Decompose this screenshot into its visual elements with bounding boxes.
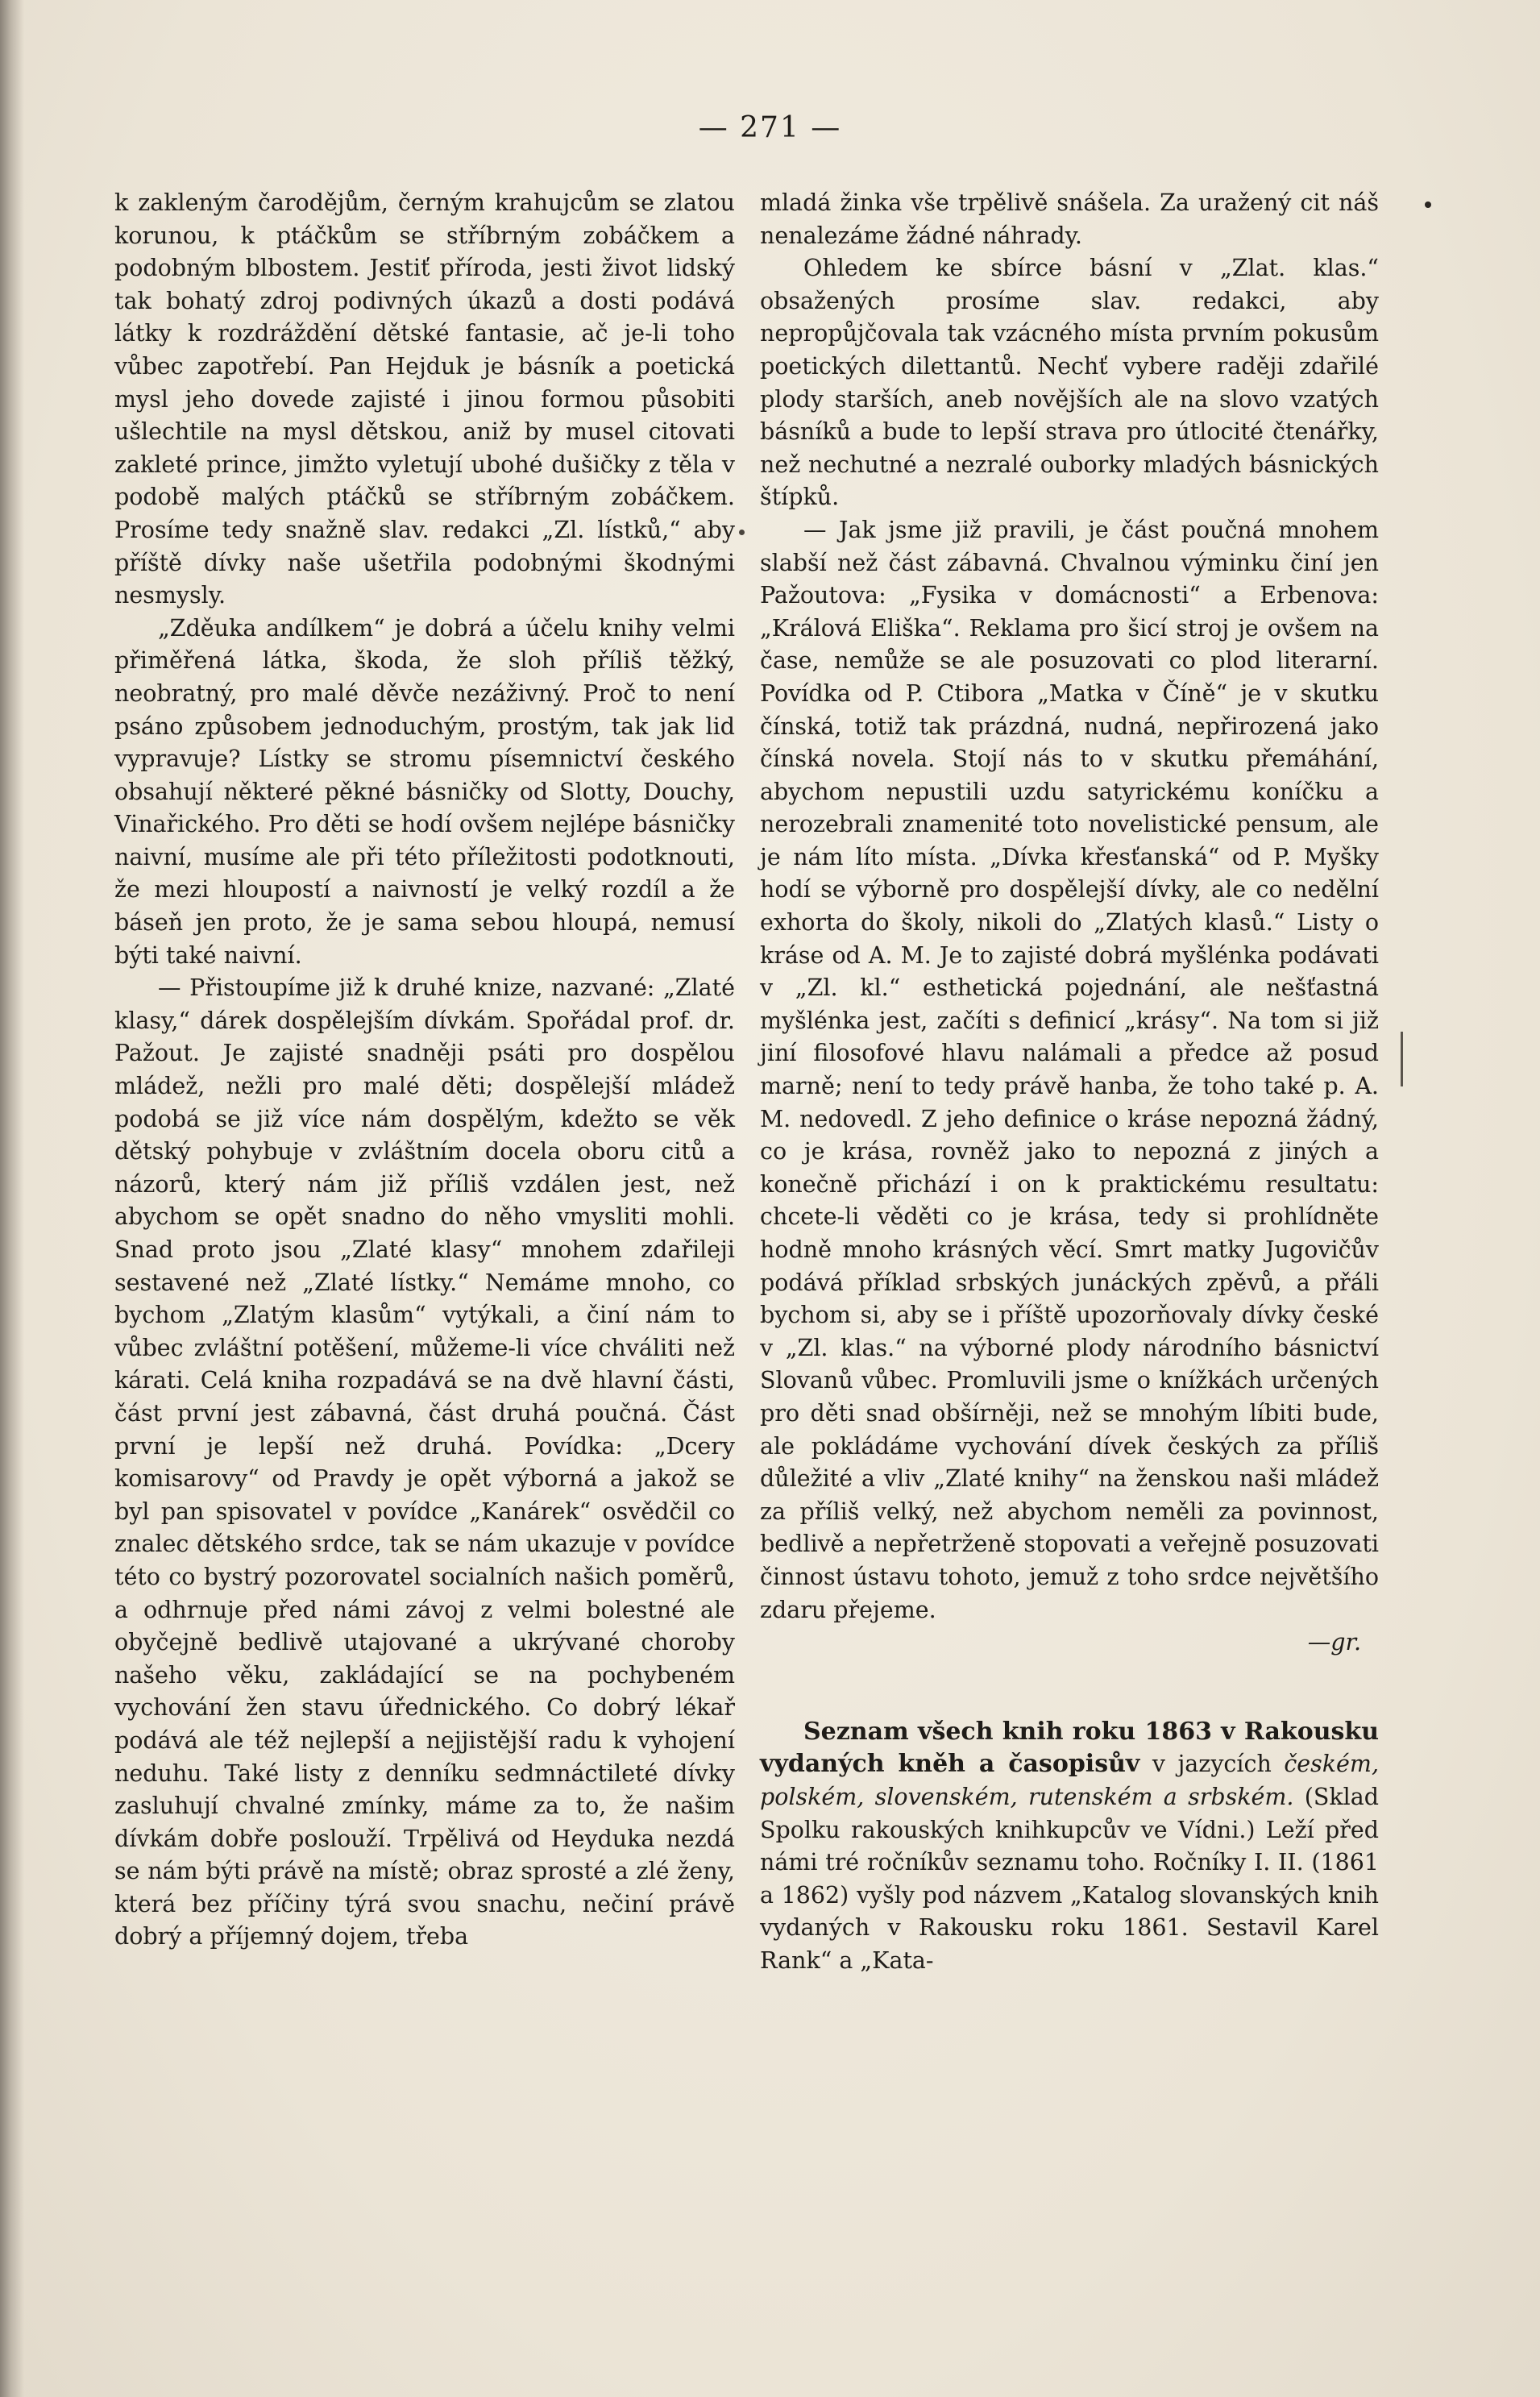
paragraph: „Zděuka andílkem“ je dobrá a účelu knihy velmi přiměřená látka, škoda, že sloh příliš těžký, neobratný, pro malé děvče nezáživný. Proč to není psáno způsobem jednoduchým, prostým, tak jak lid vypravuje? Lístky se stromu písemnictví českého obsahují některé pěkné básničky od Slotty, Douchy, Vinařického. Pro děti se hodí ovšem nejlépe básničky naivní, musíme ale při této příležitosti podotknouti, že mezi hloupostí a naivností je velký rozdíl a že báseň jen proto, že je sama sebou hloupá, nemusí býti také naivní. xyxy=(114,614,735,969)
paragraph: k zakleným čarodějům, černým krahujcům se zlatou korunou, k ptáčkům se stříbrným zobáčkem a podobným blbostem. Jestiť příroda, jesti život lidský tak bohatý zdroj podivných úkazů a dosti podává látky k rozdráždění dětské fantasie, ač je-li toho vůbec zapotřebí. Pan Hejduk je básník a poetická mysl jeho dovede zajisté i jinou formou působiti ušlechtile na mysl dětskou, aniž by musel citovati zakleté prince, jimžto vyletují ubohé dušičky z těla v podobě malých ptáčků se stříbrným zobáčkem. Prosíme tedy snažně slav. redakci „Zl. lístků,“ aby příště dívky naše ušetřila podobnými škodnými nesmysly. xyxy=(114,189,735,609)
paragraph: — Přistoupíme již k druhé knize, nazvané: „Zlaté klasy,“ dárek dospělejším dívkám. Spořádal prof. dr. Pažout. Je zajisté snadněji psáti pro dospělou mládež, nežli pro malé děti; dospělejší mládež podobá se již více nám dospělým, kdežto se věk dětský pohybuje v zvláštním docela oboru citů a názorů, který nám již příliš vzdálen jest, než abychom se opět snadno do něho vmysliti mohli. Snad proto jsou „Zlaté klasy“ mnohem zdařileji sestavené než „Zlaté lístky.“ Nemáme mnoho, co bychom „Zlatým klasům“ vytýkali, a činí nám to vůbec zvláštní potěšení, můžeme-li více chváliti než kárati. Celá kniha rozpadává se na dvě hlavní části, část první jest zábavná, část druhá poučná. Část první je lepší než druhá. Povídka: „Dcery komisarovy“ od Pravdy je opět výborná a jakož se byl pan spisovatel v povídce „Kanárek“ osvědčil co znalec dětského srdce, tak se nám ukazuje v povídce této co bystrý pozorovatel socialních našich poměrů, a odhrnuje před námi závoj z velmi bolestné ale obyčejně bedlivě utajované a ukrývané choroby našeho věku, zakládající se na pochybeném vychování žen stavu úřednického. Co dobrý lékař podává ale též nejlepší a nejjistější radu k vyhojení neduhu. Také listy z denníku sedmnáctileté dívky zasluhují chvalné zmínky, máme za to, že našim dívkám dobře poslouží. Trpělivá od Heyduka nezdá se nám býti právě na místě; obraz sprosté a zlé ženy, která bez příčiny týrá svou snachu, nečiní právě dobrý a příjemný dojem, třeba xyxy=(114,974,735,1950)
right-column xyxy=(760,187,1379,1977)
author-signature: —gr. xyxy=(1307,1629,1361,1656)
paragraph: — Jak jsme již pravili, je část poučná mnohem slabší než část zábavná. Chvalnou výminku činí jen Pažoutova: „Fysika v domácnosti“ a Erbenova: „Králová Eliška“. Reklama pro šicí stroj je ovšem na čase, nemůže se ale posuzovati co plod literarní. Povídka od P. Ctibora „Matka v Číně“ je v skutku čínská, totiž tak prázdná, nudná, nepřirozená jako čínská novela. Stojí nás to v skutku přemáhání, abychom nepustili uzdu satyrickému koníčku a nerozebrali znamenité toto novelistické pensum, ale je nám líto místa. „Dívka křesťanská“ od P. Myšky hodí se výborně pro dospělejší dívky, ale co nedělní exhorta do školy, nikoli do „Zlatých klasů.“ Listy o kráse od A. M. Je to zajisté dobrá myšlénka podávati v „Zl. kl.“ esthetická pojednání, ale nešťastná myšlénka jest, začíti s definicí „krásy“. Na tom si již jiní filosofové hlavu nalámali a předce až posud marně; není to tedy právě hanba, že toho také p. A. M. nedovedl. Z jeho definice o kráse nepozná žádný, co je krása, rovněž jako to nepozná z jiných a konečně přichází i on k praktickému resultatu: chcete-li věděti co je krása, tedy si prohlídněte hodně mnoho krásných věcí. Smrt matky Jugovičův podává příklad srbských junáckých zpěvů, a přáli bychom si, aby se i příště upozorňovaly dívky české v „Zl. klas.“ na výborné plody národního básnictví Slovanů vůbec. Promluvili jsme o knížkách určených pro děti snad obšírněji, než se mnohým líbiti bude, ale pokládáme vychování dívek českých za příliš důležité a vliv „Zlaté knihy“ na ženskou naši mládež za příliš velký, než abychom neměli za povinnost, bedlivě a nepřetrženě stopovati a veřejně posuzovati činnost ústavu tohoto, jemuž z toho srdce největšího zdaru přejeme. xyxy=(760,516,1379,1623)
margin-ink-dot xyxy=(1425,201,1431,208)
paragraph: Ohledem ke sbírce básní v „Zlat. klas.“ obsažených prosíme slav. redakci, aby nepropůjčovala tak vzácného místa prvním pokusům poetických dilettantů. Nechť vybere raději zdařilé plody starších, aneb novějších ale na slovo vzatých básníků a bude to lepší strava pro útlocité čtenářky, než nechutné a nezralé ouborky mladých básnických štípků. xyxy=(760,255,1379,511)
margin-mark xyxy=(1401,1032,1403,1086)
gutter-ink-dot xyxy=(739,530,745,535)
page-number: — 271 — xyxy=(698,111,842,144)
section-heading-rest: v jazycích xyxy=(1152,1751,1272,1778)
page-binding-shadow xyxy=(0,0,24,2397)
section-body: (Sklad Spolku rakouských knihkupcův ve Vídni.) Leží před námi tré ročníkův seznamu toho. Ročníky I. II. (1861 a 1862) vyšly pod názvem „Katalog slovanských knih vydaných v Rakousku roku 1861. Sestavil Karel Rank“ a „Kata- xyxy=(760,1783,1379,1974)
bibliography-section xyxy=(760,1716,1379,1978)
left-column xyxy=(114,187,735,1954)
section-languages: českém, polském, slovenském, rutenském a srbském. xyxy=(760,1751,1380,1810)
section-heading: Seznam všech knih roku 1863 v Rakousku vydaných kněh a časopisův xyxy=(760,1717,1379,1779)
paragraph: mladá žinka vše trpělivě snášela. Za uražený cit náš nenalezáme žádné náhrady. xyxy=(760,189,1379,249)
